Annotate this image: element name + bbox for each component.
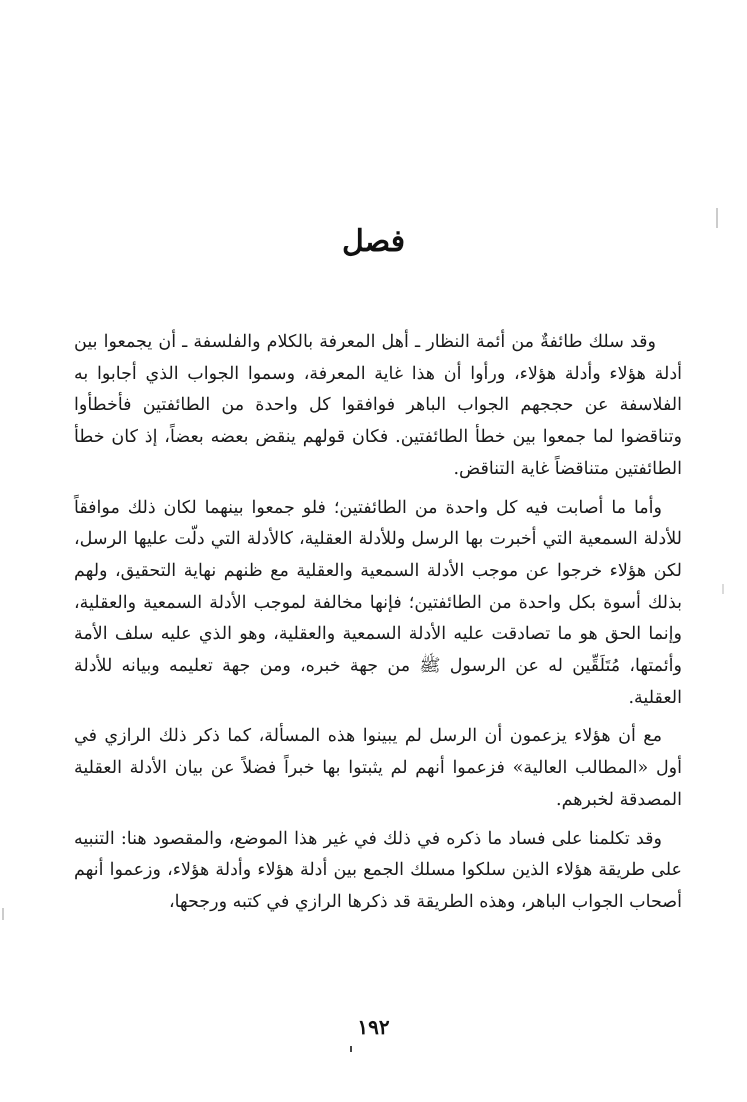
paragraph-4: وقد تكلمنا على فساد ما ذكره في ذلك في غير هذا الموضع، والمقصود هنا: التنبيه على طريقة هؤلاء الذين سلكوا مسلك الجمع بين أدلة هؤلاء وأدلة هؤلاء، وزعموا أنهم أصحاب الجواب الباهر، وهذه الطريقة قد ذكرها الرازي في كتبه ورجحها،	[74, 828, 682, 912]
paragraph-3: مع أن هؤلاء يزعمون أن الرسل لم يبينوا هذه المسألة، كما ذكر ذلك الرازي في أول «المطالب العالية» فزعموا أنهم لم يثبتوا بها خبراً فضلاً عن بيان الأدلة العقلية المصدقة لخبرهم.	[74, 726, 682, 810]
chapter-heading: فصل	[341, 224, 406, 259]
page-number: ١٩٢	[357, 1015, 390, 1039]
paragraph-2: وأما ما أصابت فيه كل واحدة من الطائفتين؛ فلو جمعوا بينهما لكان ذلك موافقاً للأدلة السمعية التي أخبرت بها الرسل وللأدلة العقلية، كالأدلة التي دلّت عليها الرسل، لكن هؤلاء خرجوا عن موجب الأدلة السمعية والعقلية مع ظنهم نهاية التحقيق، ولهم بذلك أسوة بكل واحدة من الطائفتين؛ فإنها مخالفة لموجب الأدلة السمعية والعقلية، وإنما الحق هو ما تصادقت عليه الأدلة السمعية والعقلية، وهو الذي عليه سلف الأمة وأئمتها، مُتَلَقِّين له عن الرسول ﷺ من جهة خبره، ومن جهة تعليمه وبيانه للأدلة العقلية.	[74, 497, 682, 708]
scan-edge-mark	[2, 908, 4, 920]
body-text	[74, 327, 682, 926]
scan-edge-mark	[722, 584, 724, 594]
paragraph-1: وقد سلك طائفةٌ من أئمة النظار ـ أهل المعرفة بالكلام والفلسفة ـ أن يجمعوا بين أدلة هؤلاء وأدلة هؤلاء، ورأوا أن هذا غاية المعرفة، وسموا الجواب الذي أجابوا به الفلاسفة عن حججهم الجواب الباهر فوافقوا كل واحدة من الطائفتين فأخطأوا وتناقضوا لما جمعوا بين خطأ الطائفتين. فكان قولهم ينقض بعضه بعضاً، إذ كان خطأ الطائفتين متناقضاً غاية التناقض.	[74, 332, 682, 479]
footer-tick-mark	[350, 1046, 352, 1052]
